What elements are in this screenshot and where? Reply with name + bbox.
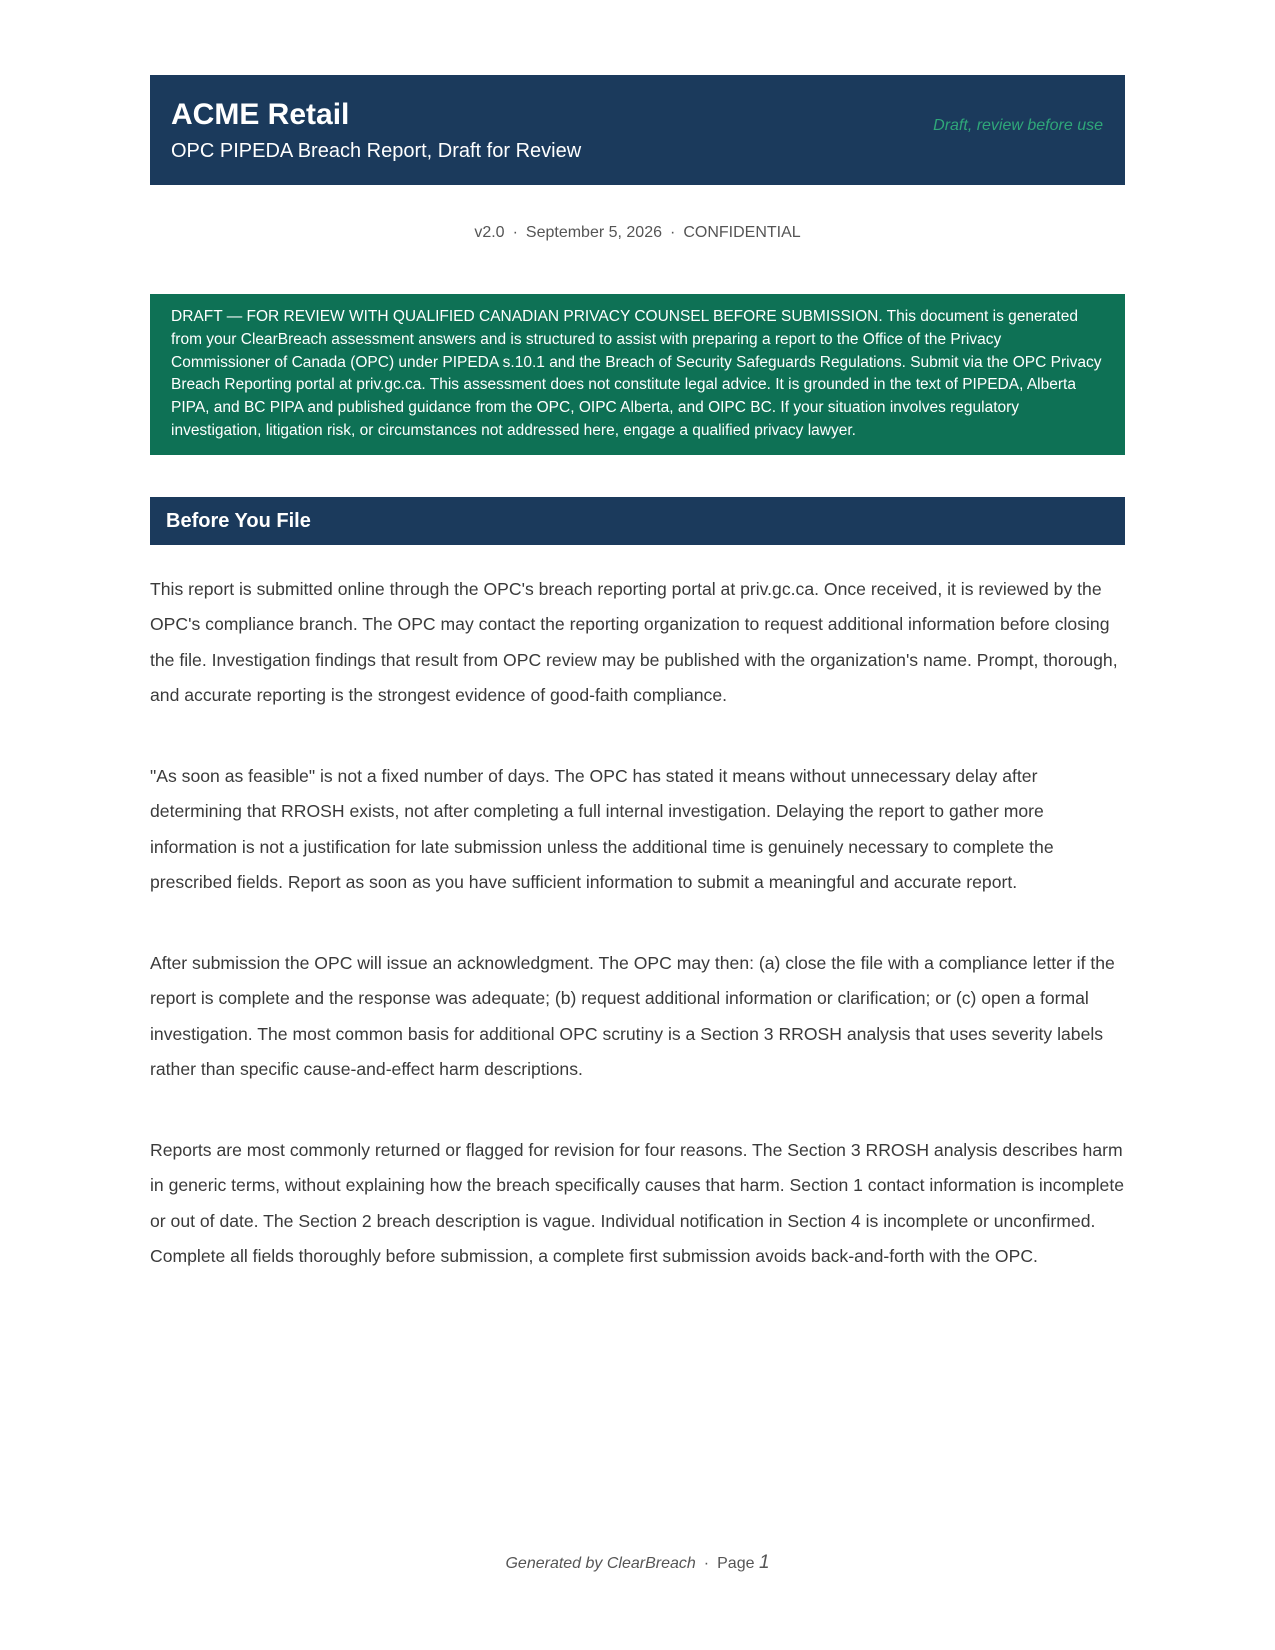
document-date: September 5, 2026 bbox=[525, 224, 662, 241]
classification-label: CONFIDENTIAL bbox=[683, 224, 801, 241]
version-label: v2.0 bbox=[474, 224, 505, 241]
document-page bbox=[150, 75, 1125, 1275]
body-paragraph: This report is submitted online through the OPC's breach reporting portal at priv.gc.ca. Once received, it is reviewed by the OPC's compliance branch. The OPC may contact the reporting organization to request additional information before closing the file. Investigation findings that result from OPC review may be published with the organization's name. Prompt, thorough, and accurate reporting is the strongest evidence of good-faith compliance. bbox=[150, 578, 1118, 706]
page-footer bbox=[0, 1552, 1275, 1574]
page-number: 1 bbox=[758, 1552, 770, 1573]
footer-separator: · bbox=[703, 1555, 710, 1572]
section-heading: Before You File bbox=[150, 497, 1125, 545]
document-meta bbox=[150, 222, 1125, 244]
meta-separator: · bbox=[670, 224, 676, 241]
body-paragraph: After submission the OPC will issue an acknowledgment. The OPC may then: (a) close the file with a compliance letter if the report is complete and the response was adequate; (b) request additional information or clarification; or (c) open a formal investigation. The most common basis for additional OPC scrutiny is a Section 3 RROSH analysis that uses severity labels rather than specific cause-and-effect harm descriptions. bbox=[150, 952, 1115, 1080]
meta-separator: · bbox=[512, 224, 518, 241]
company-name: ACME Retail bbox=[171, 98, 350, 131]
draft-note: Draft, review before use bbox=[933, 117, 1103, 134]
page-label: Page bbox=[717, 1555, 755, 1572]
report-subtitle: OPC PIPEDA Breach Report, Draft for Review bbox=[171, 140, 582, 162]
body-paragraph: "As soon as feasible" is not a fixed number of days. The OPC has stated it means without unnecessary delay after determining that RROSH exists, not after completing a full internal investigation. Delaying the report to gather more information is not a justification for late submission unless the additional time is genuinely necessary to complete the prescribed fields. Report as soon as you have sufficient information to submit a meaningful and accurate report. bbox=[150, 765, 1054, 893]
draft-disclaimer-banner: DRAFT — FOR REVIEW WITH QUALIFIED CANADIAN PRIVACY COUNSEL BEFORE SUBMISSION. This document is generated from your ClearBreach assessment answers and is structured to assist with preparing a report to the Office of the Privacy Commissioner of Canada (OPC) under PIPEDA s.10.1 and the Breach of Security Safeguards Regulations. Submit via the OPC Privacy Breach Reporting portal at priv.gc.ca. This assessment does not constitute legal advice. It is grounded in the text of PIPEDA, Alberta PIPA, and BC PIPA and published guidance from the OPC, OIPC Alberta, and OIPC BC. If your situation involves regulatory investigation, litigation risk, or circumstances not addressed here, engage a qualified privacy lawyer. bbox=[150, 294, 1125, 455]
generated-by-label: Generated by ClearBreach bbox=[505, 1555, 696, 1572]
report-header bbox=[150, 75, 1125, 185]
body-paragraph: Reports are most commonly returned or flagged for revision for four reasons. The Section 3 RROSH analysis describes harm in generic terms, without explaining how the breach specifically causes that harm. Section 1 contact information is incomplete or out of date. The Section 2 breach description is vague. Individual notification in Section 4 is incomplete or unconfirmed. Complete all fields thoroughly before submission, a complete first submission avoids back-and-forth with the OPC. bbox=[150, 1139, 1125, 1267]
